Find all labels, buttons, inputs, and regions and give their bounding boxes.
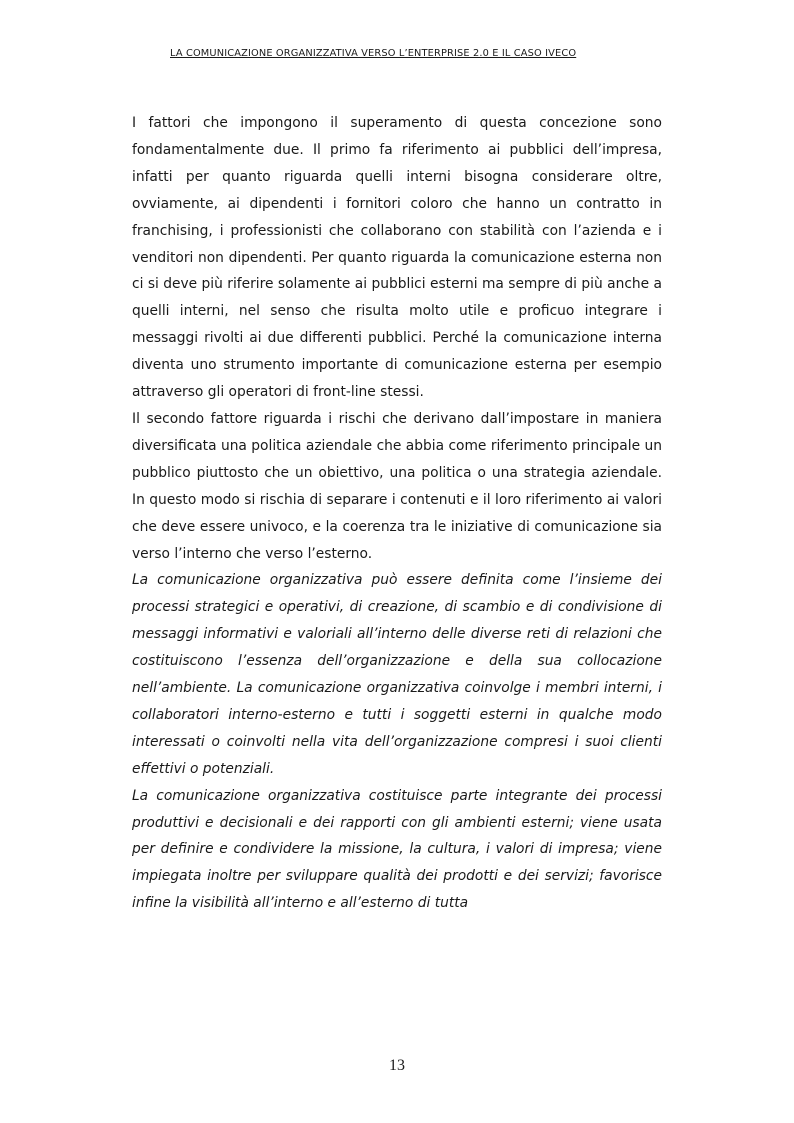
paragraph-italic: La comunicazione organizzativa può essere definita come l’insieme dei processi strategici e operativi, di creazione, di scambio e di condivisione di messaggi informativi e valoriali all’interno delle diverse reti di relazioni che costituiscono l’essenza dell’organizzazione e della sua collocazione nell’ambiente. La comunicazione organizzativa coinvolge i membri interni, i collaboratori interno-esterno e tutti i soggetti esterni in qualche modo interessati o coinvolti nella vita dell’organizzazione compresi i suoi clienti effettivi o potenziali. — [132, 572, 662, 777]
paragraph: I fattori che impongono il superamento di questa concezione sono fondamentalmente due. Il primo fa riferimento ai pubblici dell’impresa, infatti per quanto riguarda quelli interni bisogna considerare oltre, ovviamente, ai dipendenti i fornitori coloro che hanno un contratto in franchising, i professionisti che collaborano con stabilità con l’azienda e i venditori non dipendenti. Per quanto riguarda la comunicazione esterna non ci si deve più riferire solamente ai pubblici esterni ma sempre di più anche a quelli interni, nel senso che risulta molto utile e proficuo integrare i messaggi rivolti ai due differenti pubblici. Perché la comunicazione interna diventa uno strumento importante di comunicazione esterna per esempio attraverso gli operatori di front-line stessi. — [132, 115, 662, 401]
body-text — [132, 110, 662, 917]
paragraph-italic: La comunicazione organizzativa costituisce parte integrante dei processi produttivi e decisionali e dei rapporti con gli ambienti esterni; viene usata per definire e condividere la missione, la cultura, i valori di impresa; viene impiegata inoltre per sviluppare qualità dei prodotti e dei servizi; favorisce infine la visibilità all’interno e all’esterno di tutta — [132, 787, 662, 912]
paragraph: Il secondo fattore riguarda i rischi che derivano dall’impostare in maniera diversificata una politica aziendale che abbia come riferimento principale un pubblico piuttosto che un obiettivo, una politica o una strategia aziendale. In questo modo si rischia di separare i contenuti e il loro riferimento ai valori che deve essere univoco, e la coerenza tra le iniziative di comunicazione sia verso l’interno che verso l’esterno. — [132, 410, 662, 562]
running-header: LA COMUNICAZIONE ORGANIZZATIVA VERSO L’ENTERPRISE 2.0 E IL CASO IVECO — [170, 48, 577, 59]
page-number: 13 — [389, 1057, 405, 1074]
